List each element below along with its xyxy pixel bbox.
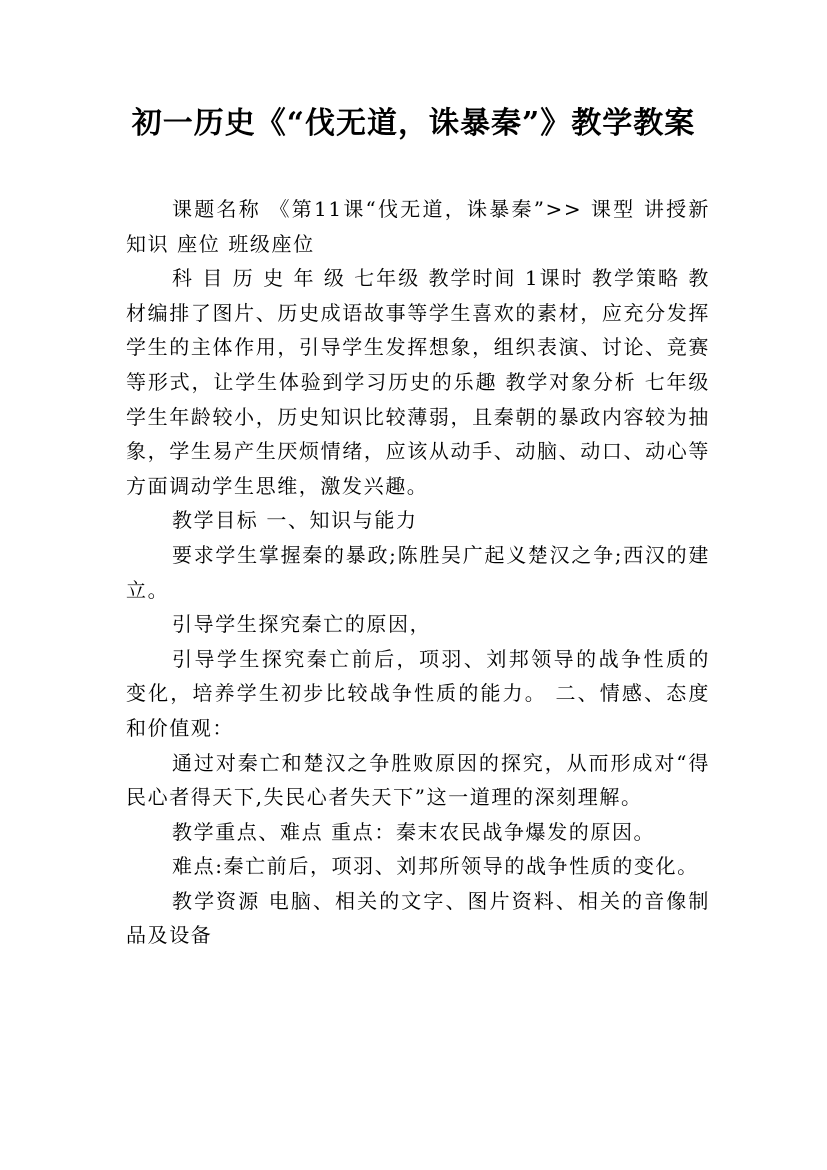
paragraph-lesson-info: 课题名称 《第11课“伐无道，诛暴秦”>> 课型 讲授新知识 座位 班级座位 (126, 197, 710, 256)
paragraph-teaching-goals: 教学目标 一、知识与能力 (172, 508, 418, 533)
paragraph-resources: 教学资源 电脑、相关的文字、图片资料、相关的音像制品及设备 (126, 888, 710, 948)
paragraph-difficulty: 难点:秦亡前后，项羽、刘邦所领导的战争性质的变化。 (172, 854, 699, 879)
document-body (126, 192, 710, 953)
paragraph-goal-values: 通过对秦亡和楚汉之争胜败原因的探究，从而形成对“得民心者得天下,失民心者失天下”这一道理的深刻理解。 (126, 750, 710, 810)
document-title: 初一历史《“伐无道，诛暴秦”》教学教案 (131, 106, 696, 141)
paragraph-key-points: 教学重点、难点 重点：秦末农民战争爆发的原因。 (172, 819, 656, 844)
paragraph-goal-knowledge: 要求学生掌握秦的暴政;陈胜吴广起义楚汉之争;西汉的建立。 (126, 542, 710, 602)
paragraph-goal-war-nature: 引导学生探究秦亡前后，项羽、刘邦领导的战争性质的变化，培养学生初步比较战争性质的能力。 二、情感、态度和价值观： (126, 646, 710, 740)
paragraph-goal-explore-cause: 引导学生探究秦亡的原因， (172, 612, 432, 637)
paragraph-subject-strategy: 科 目 历 史 年 级 七年级 教学时间 1课时 教学策略 教材编排了图片、历史成语故事等学生喜欢的素材，应充分发挥学生的主体作用，引导学生发挥想象，组织表演、讨论、竞赛等形式，让学生体验到学习历史的乐趣 教学对象分析 七年级学生年龄较小，历史知识比较薄弱，且秦朝的暴政内容较为抽象，学生易产生厌烦情绪，应该从动手、动脑、动口、动心等方面调动学生思维，激发兴趣。 (126, 266, 710, 498)
